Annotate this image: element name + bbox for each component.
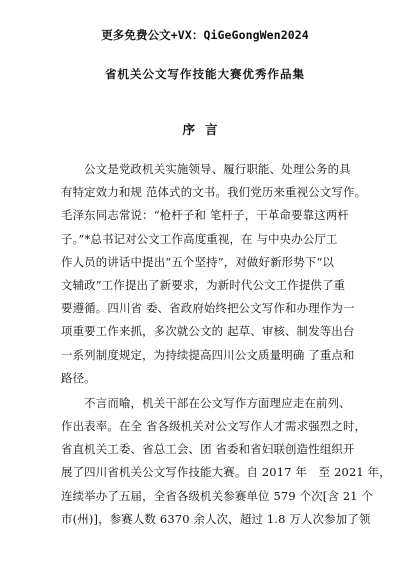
body-line: 公文是党政机关实施领导、履行职能、处理公务的具	[61, 162, 351, 176]
body-line: 要遵循。四川省 委、省政府始终把公文写作和办理作为一	[61, 301, 355, 316]
promo-header: 更多免费公文+VX：QiGeGongWen2024	[101, 28, 309, 42]
body-line: 毛泽东同志常说：“枪杆子和 笔杆子，干革命要靠这两杆	[61, 208, 350, 223]
body-line: 文辅政”工作提出了新要求，为新时代公文工作提供了重	[61, 277, 346, 292]
body-line: 作出表率。在全 省各级机关对公文写作人才需求强烈之时，	[61, 419, 367, 434]
body-line: 展了四川省机关公文写作技能大赛。自 2017 年 至 2021 年，	[61, 465, 391, 480]
body-line: 不言而喻，机关干部在公文写作方面理应走在前列、	[61, 395, 351, 410]
body-line: 路径。	[61, 370, 96, 385]
body-text	[61, 158, 391, 531]
body-line: 作人员的讲话中提出“五个坚持”，对做好新形势下“以	[61, 254, 335, 269]
body-line: 一系列制度规定，为持续提高四川公文质量明确 了重点和	[61, 347, 355, 362]
body-line: 项重要工作来抓，多次就公文的 起草、审核、制发等出台	[61, 324, 355, 339]
document-title: 省机关公文写作技能大赛优秀作品集	[105, 67, 305, 81]
body-line: 连续举办了五届，全省各级机关参赛单位 579 个次[含 21 个	[61, 488, 374, 503]
body-line: 子。”*总书记对公文工作高度重视，在 与中央办公厅工	[61, 231, 338, 246]
body-line: 市(州)]，参赛人数 6370 余人次，超过 1.8 万人次参加了领	[61, 511, 371, 526]
body-line: 有特定效力和规 范体式的文书。我们党历来重视公文写作。	[61, 185, 367, 200]
body-line: 省直机关工委、省总工会、团 省委和省妇联创造性组织开	[61, 442, 355, 457]
section-heading: 序言	[182, 122, 228, 137]
